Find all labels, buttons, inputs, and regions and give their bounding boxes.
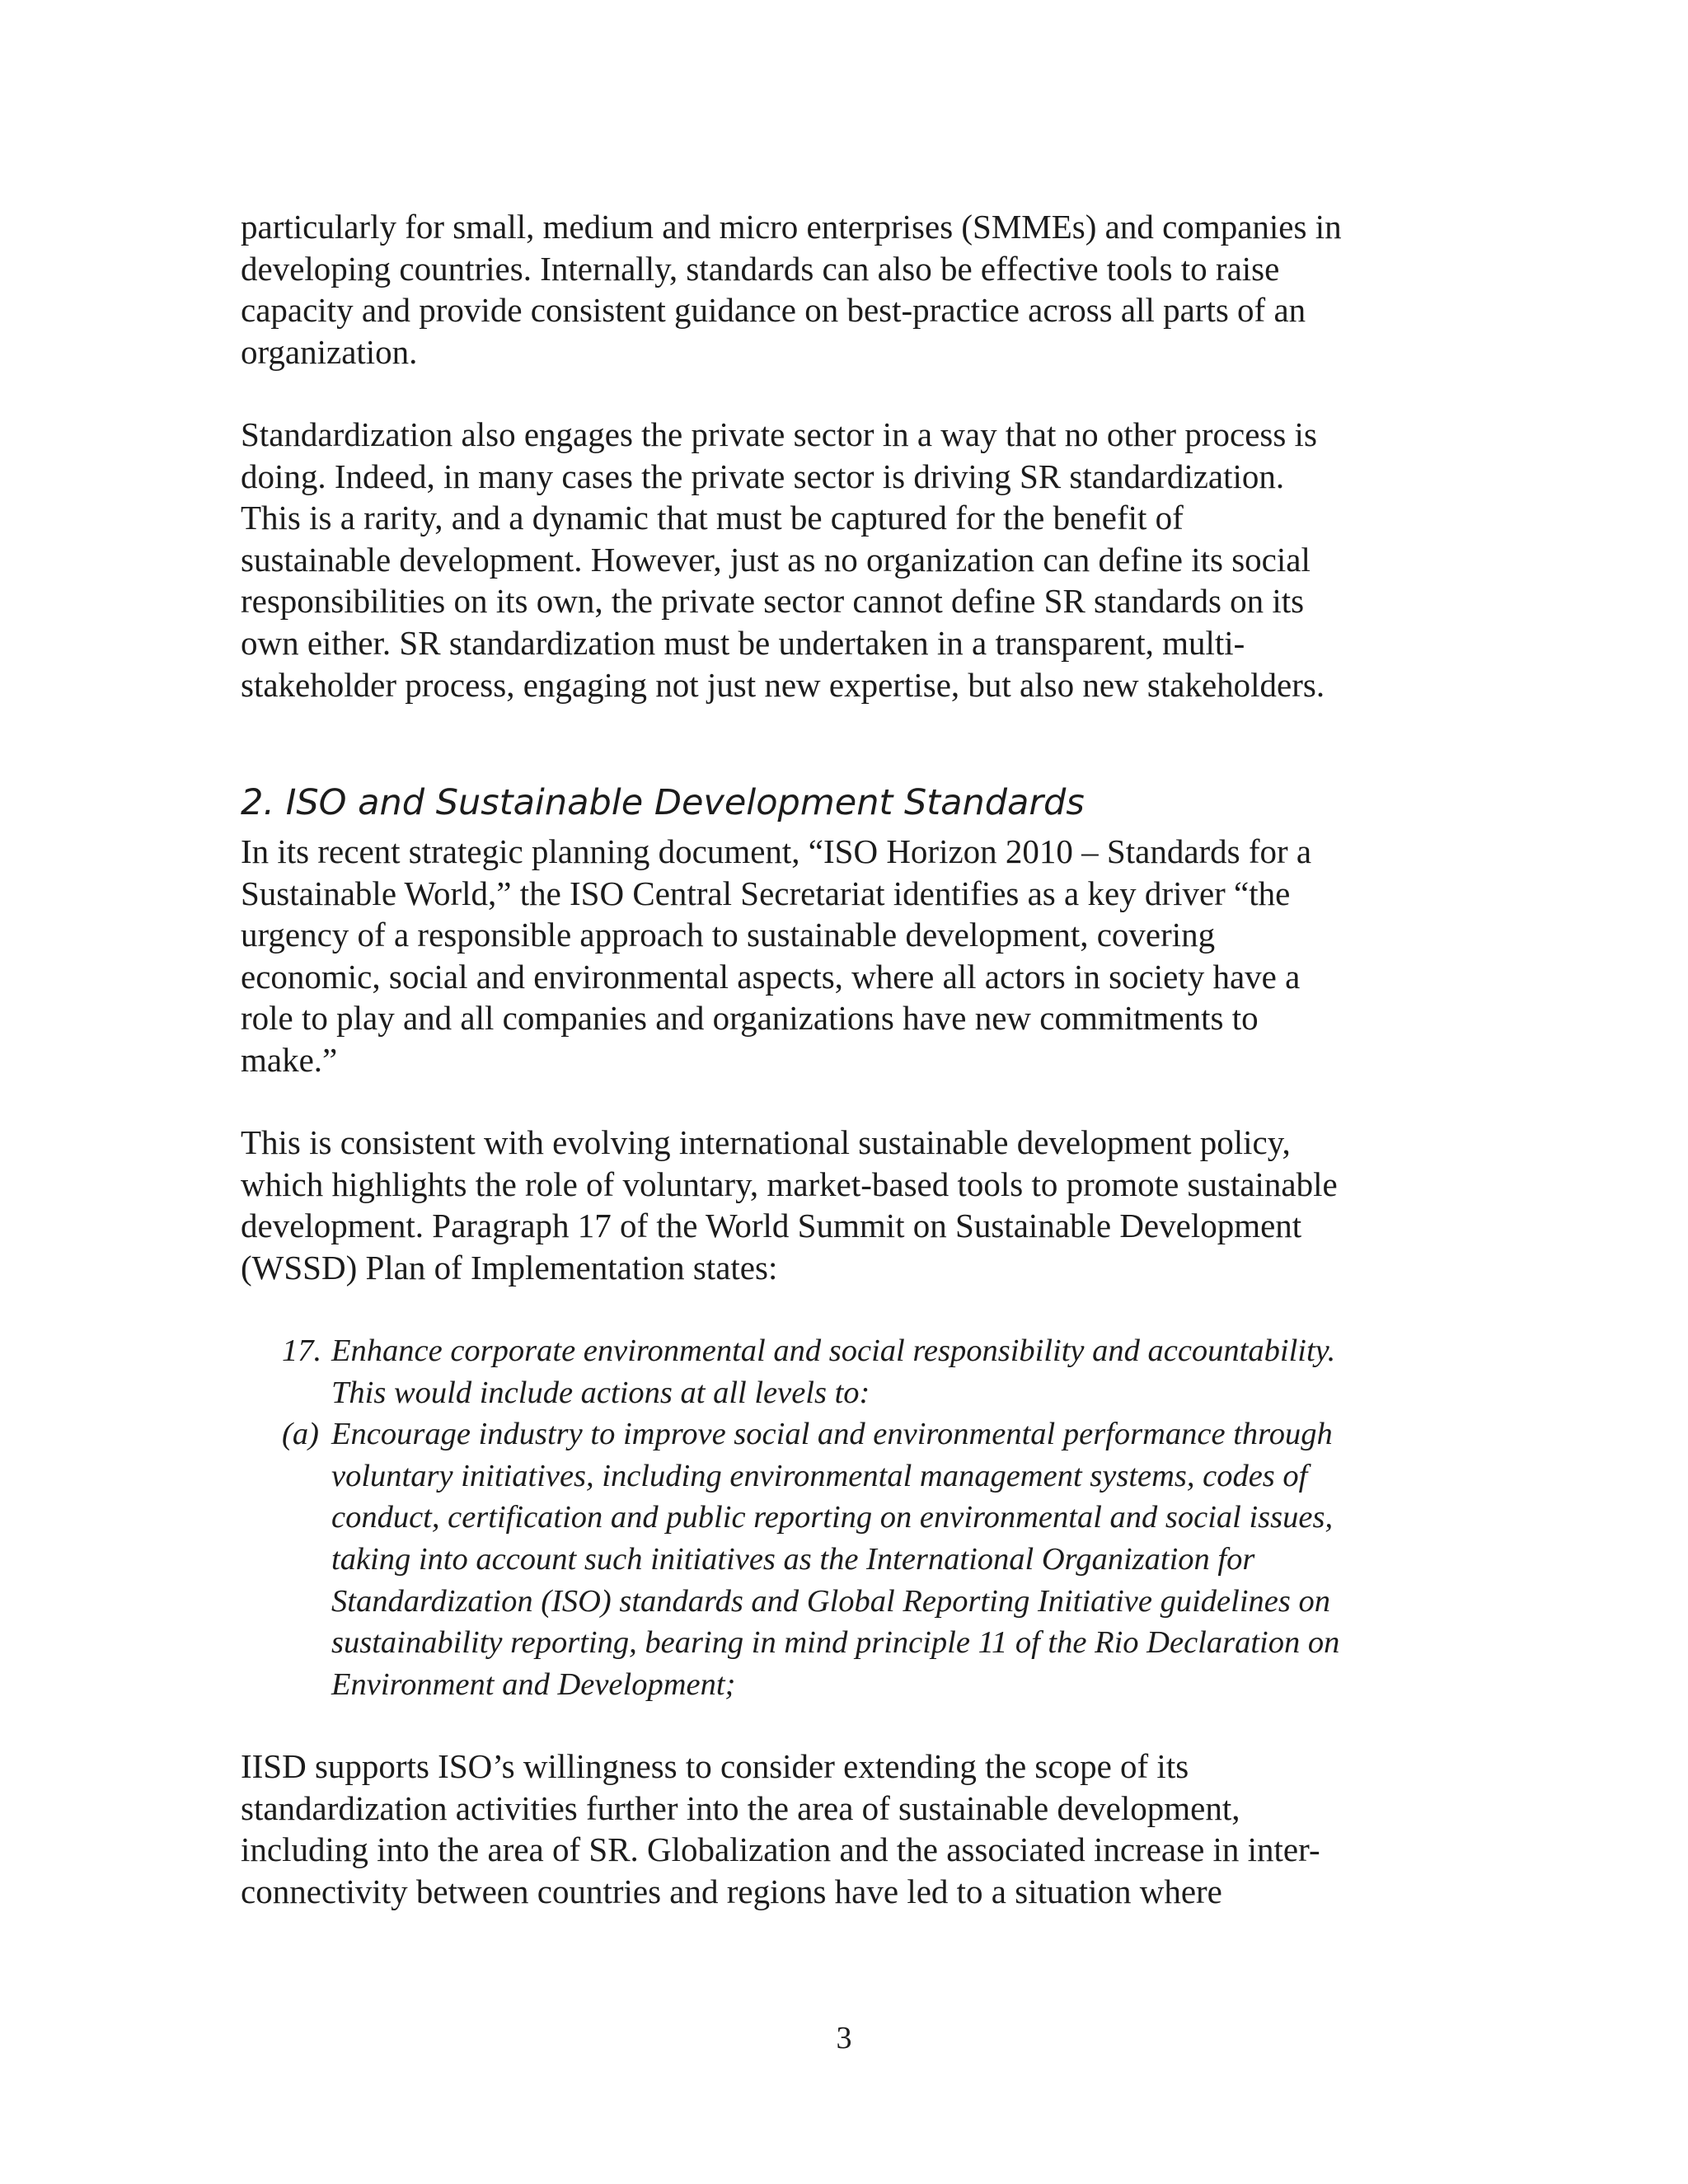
paragraph-smme [241,206,1452,373]
text-line: Standardization (ISO) standards and Global Reporting Initiative guidelines on [331,1583,1330,1619]
text-line: capacity and provide consistent guidance on best-practice across all parts of an [241,291,1306,330]
page-number: 3 [836,2021,852,2055]
block-quote [282,1330,1452,1705]
list-marker: 17. [282,1333,322,1368]
text-line: connectivity between countries and regions have led to a situation where [241,1872,1222,1910]
text-line: In its recent strategic planning document, “ISO Horizon 2010 – Standards for a [241,832,1312,870]
text-line: development. Paragraph 17 of the World Summit on Sustainable Development [241,1207,1302,1245]
text-line: own either. SR standardization must be undertaken in a transparent, multi- [241,623,1245,662]
text-line: make.” [241,1040,338,1079]
text-line: sustainable development. However, just as no organization can define its social [241,540,1311,579]
text-line: responsibilities on its own, the private sector cannot define SR standards on its [241,582,1305,621]
text-line: This is a rarity, and a dynamic that must be captured for the benefit of [241,499,1184,537]
text-line: doing. Indeed, in many cases the private sector is driving SR standardization. [241,457,1285,495]
text-line: including into the area of SR. Globalization and the associated increase in inter- [241,1830,1320,1869]
paragraph-wssd [241,1122,1452,1288]
text-line: conduct, certification and public reporting on environmental and social issues, [331,1500,1334,1535]
text-line: developing countries. Internally, standards can also be effective tools to raise [241,249,1280,288]
section-heading: 2. ISO and Sustainable Development Standards [241,782,1085,823]
text-line: standardization activities further into the area of sustainable development, [241,1788,1240,1827]
text-line: IISD supports ISO’s willingness to consider extending the scope of its [241,1747,1189,1785]
text-line: taking into account such initiatives as the International Organization for [331,1541,1255,1577]
text-line: stakeholder process, engaging not just new expertise, but also new stakeholders. [241,665,1325,704]
paragraph-private-sector [241,414,1452,705]
quote-item-17 [282,1330,1452,1413]
text-line: Environment and Development; [331,1666,736,1702]
quote-item-a [282,1413,1452,1705]
text-line: role to play and all companies and organizations have new commitments to [241,999,1259,1038]
text-line: This is consistent with evolving international sustainable development policy, [241,1123,1291,1161]
text-line: This would include actions at all levels to: [331,1375,870,1410]
list-marker: (a) [282,1417,319,1452]
paragraph-iisd [241,1746,1452,1912]
text-line: urgency of a responsible approach to sustainable development, covering [241,916,1216,954]
paragraph-iso-horizon [241,831,1452,1081]
text-line: organization. [241,332,418,371]
text-line: sustainability reporting, bearing in mind principle 11 of the Rio Declaration on [331,1625,1340,1661]
text-line: economic, social and environmental aspects, where all actors in society have a [241,957,1301,996]
text-line: which highlights the role of voluntary, market-based tools to promote sustainable [241,1165,1338,1203]
text-line: (WSSD) Plan of Implementation states: [241,1248,778,1286]
text-line: Encourage industry to improve social and environmental performance through [331,1417,1333,1452]
text-line: particularly for small, medium and micro enterprises (SMMEs) and companies in [241,208,1342,246]
text-line: Sustainable World,” the ISO Central Secretariat identifies as a key driver “the [241,874,1291,912]
text-line: voluntary initiatives, including environmental management systems, codes of [331,1458,1308,1493]
text-line: Standardization also engages the private sector in a way that no other process is [241,415,1317,453]
text-line: Enhance corporate environmental and social responsibility and accountability. [331,1333,1336,1368]
